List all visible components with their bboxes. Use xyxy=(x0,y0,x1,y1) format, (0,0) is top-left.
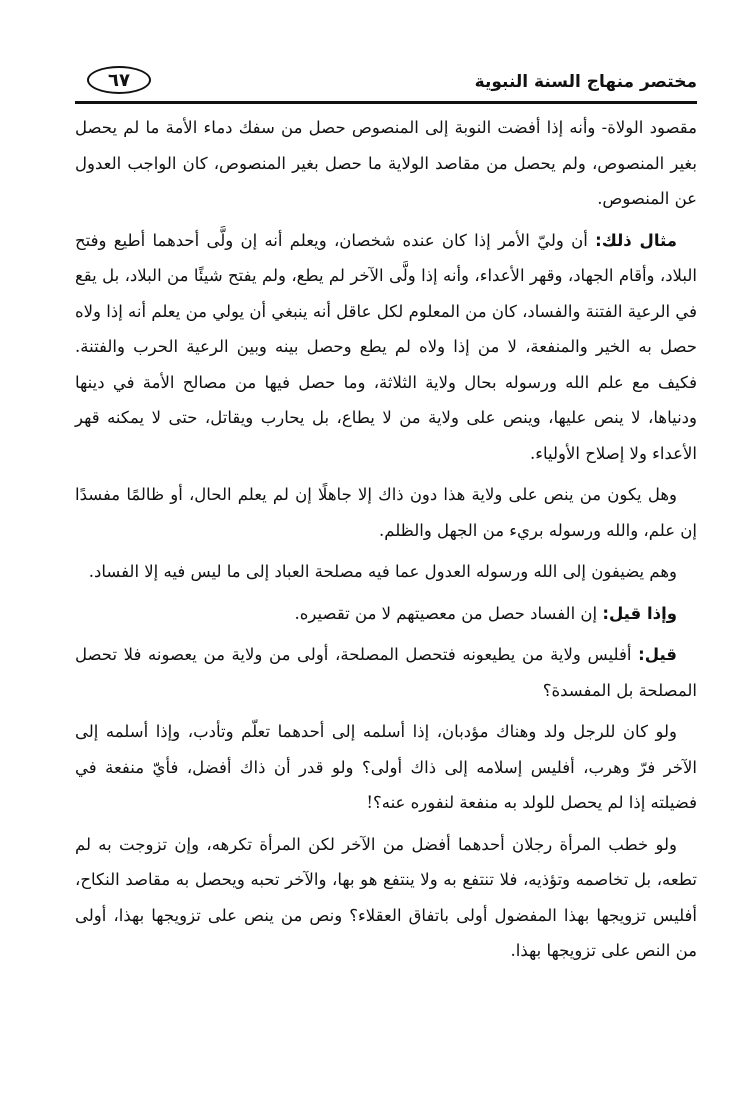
paragraph xyxy=(75,637,697,708)
paragraph xyxy=(75,714,697,821)
paragraph-text: مقصود الولاة- وأنه إذا أفضت النوبة إلى المنصوص حصل من سفك دماء الأمة ما لم يحصل بغير المنصوص، ولم يحصل من مقاصد الولاية ما حصل بغير المنصوص، كان الواجب العدول عن المنصوص. xyxy=(75,118,697,208)
paragraph-text: ولو خطب المرأة رجلان أحدهما أفضل من الآخر لكن المرأة تكرهه، وإن تزوجت به لم تطعه، بل تخاصمه وتؤذيه، فلا تنتفع به ولا ينتفع هو بها، والآخر تحبه ويحصل به مقاصد النكاح، أفليس تزويجها بهذا المفضول أولى باتفاق العقلاء؟ ونص من ينص على تزويجها بهذا، أولى من النص على تزويجها بهذا. xyxy=(75,834,697,960)
paragraph-text: إن الفساد حصل من معصيتهم لا من تقصيره. xyxy=(294,603,603,623)
page-number: ٦٧ xyxy=(87,66,151,94)
paragraph xyxy=(75,554,697,590)
paragraph-text: أفليس ولاية من يطيعونه فتحصل المصلحة، أولى من ولاية من يعصونه فلا تحصل المصلحة بل المفسدة؟ xyxy=(75,645,697,700)
paragraph xyxy=(75,110,697,217)
paragraph xyxy=(75,596,697,632)
paragraph-lead: وإذا قيل: xyxy=(602,603,677,623)
paragraph-text: أن وليّ الأمر إذا كان عنده شخصان، ويعلم أنه إن ولَّى أحدهما أطيع وفتح البلاد، وأقام الجهاد، وقهر الأعداء، وأنه إذا ولَّى الآخر لم يطع، ولم يفتح شيئًا من البلاد، بل يقع في الرعية الفتنة والفساد، كان من المعلوم لكل عاقل أنه ينبغي أن يولي من يعلم أنه إذا ولاه حصل به الخير والمنفعة، لا من إذا ولاه لم يطع وحصل بينه وبين الرعية الحرب والفتنة. فكيف مع علم الله ورسوله بحال ولاية الثلاثة، وما حصل فيها من مصالح الأمة في دينها ودنياها، لا ينص عليها، وينص على ولاية من لا يطاع، بل يحارب ويقاتل، حتى لا يمكنه قهر الأعداء ولا إصلاح الأولياء. xyxy=(75,230,697,463)
paragraph-text: وهل يكون من ينص على ولاية هذا دون ذاك إلا جاهلًا إن لم يعلم الحال، أو ظالمًا مفسدًا إن علم، والله ورسوله بريء من الجهل والظلم. xyxy=(75,485,697,540)
paragraph-lead: مثال ذلك: xyxy=(595,230,677,250)
paragraph xyxy=(75,827,697,969)
header-divider xyxy=(75,101,697,104)
paragraph xyxy=(75,477,697,548)
paragraph-lead: قيل: xyxy=(638,645,677,664)
paragraph-text: وهم يضيفون إلى الله ورسوله العدول عما فيه مصلحة العباد إلى ما ليس فيه إلا الفساد. xyxy=(88,562,677,581)
body-text xyxy=(75,110,697,975)
paragraph-text: ولو كان للرجل ولد وهناك مؤدبان، إذا أسلمه إلى أحدهما تعلّم وتأدب، وإذا أسلمه إلى الآخر فرّ وهرب، أفليس إسلامه إلى ذاك أولى؟ ولو قدر أن ذاك أفضل، فأيّ منفعة في فضيلته إذا لم يحصل للولد به منفعة لنفوره عنه؟! xyxy=(75,722,697,812)
running-title: مختصر منهاج السنة النبوية xyxy=(474,72,697,92)
page-header xyxy=(75,62,697,102)
paragraph xyxy=(75,223,697,472)
